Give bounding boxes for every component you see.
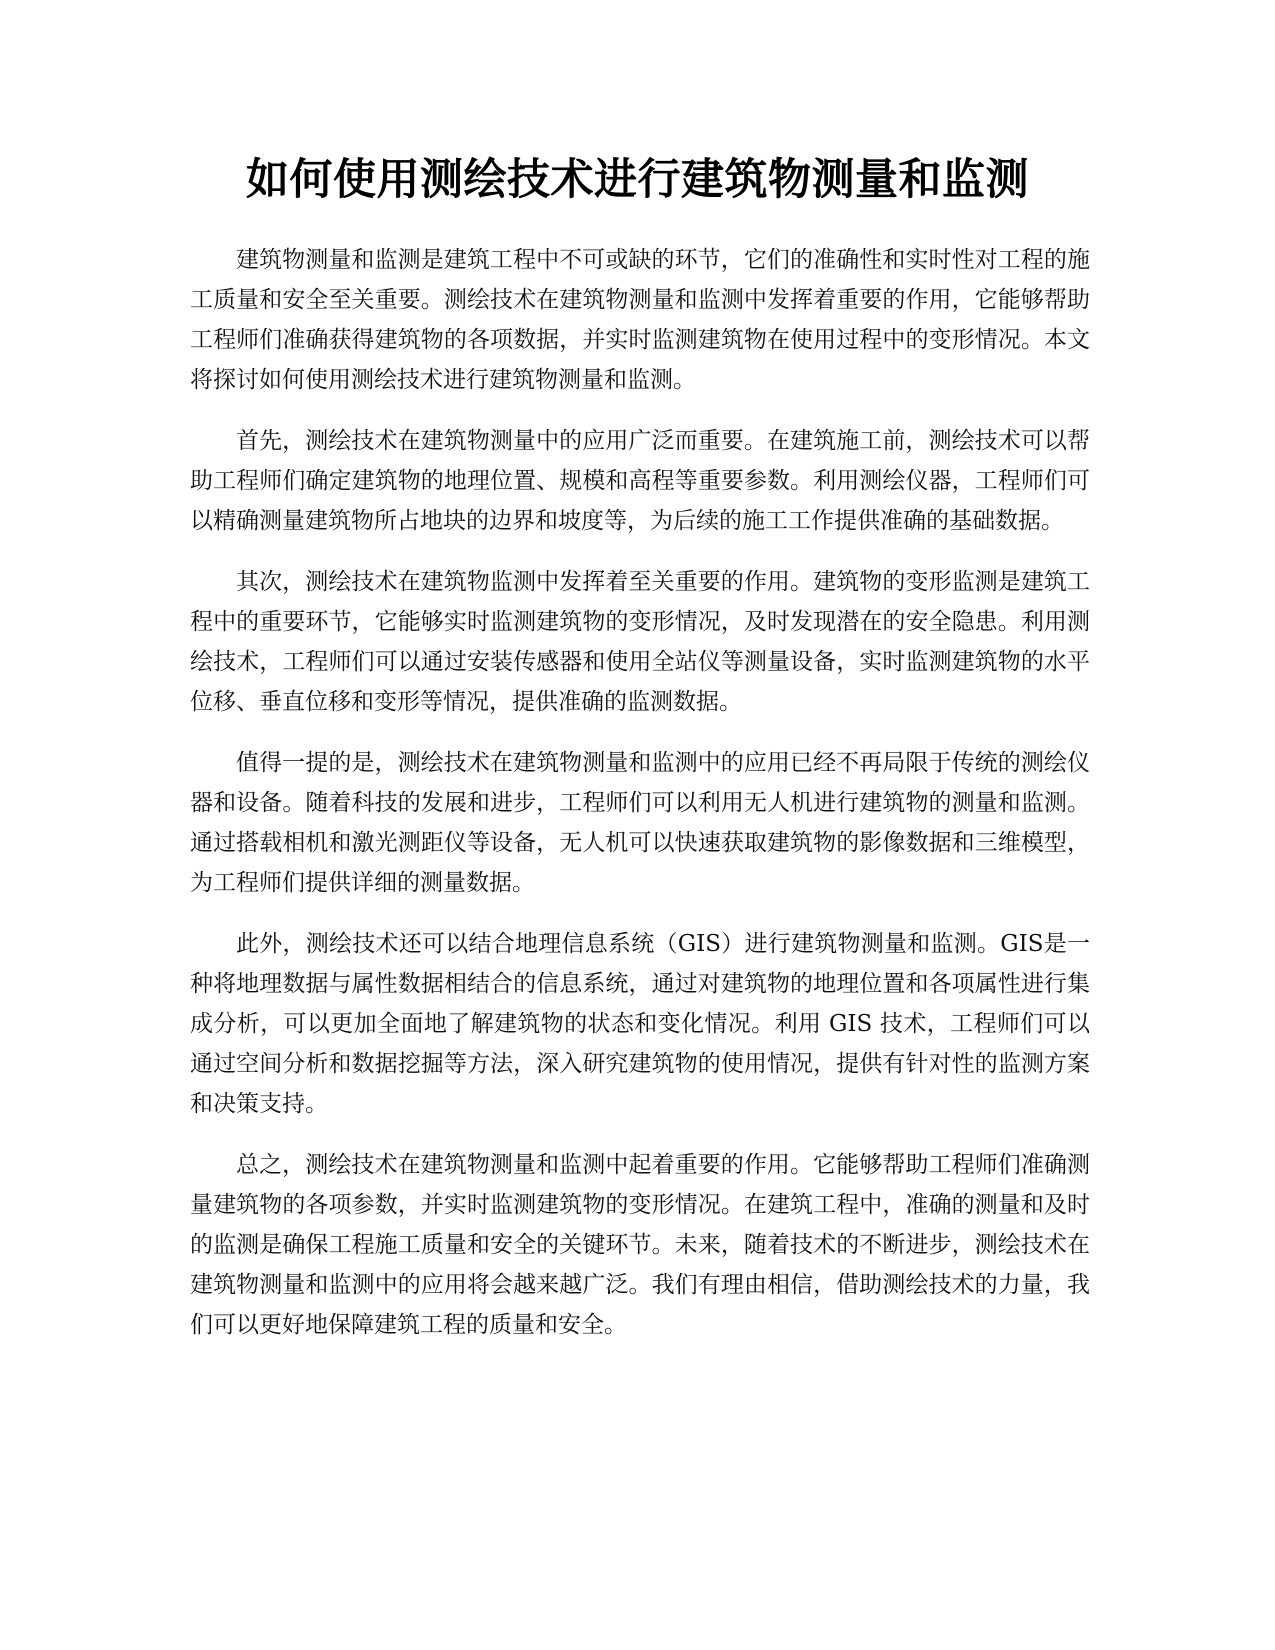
document-title: 如何使用测绘技术进行建筑物测量和监测 [246, 155, 1029, 205]
paragraph-intro: 建筑物测量和监测是建筑工程中不可或缺的环节，它们的准确性和实时性对工程的施工质量和安全至关重要。测绘技术在建筑物测量和监测中发挥着重要的作用，它能够帮助工程师们准确获得建筑物的各项数据，并实时监测建筑物在使用过程中的变形情况。本文将探讨如何使用测绘技术进行建筑物测量和监测。 [190, 247, 1090, 393]
paragraph-measurement: 首先，测绘技术在建筑物测量中的应用广泛而重要。在建筑施工前，测绘技术可以帮助工程师们确定建筑物的地理位置、规模和高程等重要参数。利用测绘仪器，工程师们可以精确测量建筑物所占地块的边界和坡度等，为后续的施工工作提供准确的基础数据。 [190, 428, 1090, 534]
paragraph-conclusion: 总之，测绘技术在建筑物测量和监测中起着重要的作用。它能够帮助工程师们准确测量建筑物的各项参数，并实时监测建筑物的变形情况。在建筑工程中，准确的测量和及时的监测是确保工程施工质量和安全的关键环节。未来，随着技术的不断进步，测绘技术在建筑物测量和监测中的应用将会越来越广泛。我们有理由相信，借助测绘技术的力量，我们可以更好地保障建筑工程的质量和安全。 [190, 1152, 1090, 1338]
paragraph-gis: 此外，测绘技术还可以结合地理信息系统（GIS）进行建筑物测量和监测。GIS是一种将地理数据与属性数据相结合的信息系统，通过对建筑物的地理位置和各项属性进行集成分析，可以更加全面地了解建筑物的状态和变化情况。利用 GIS 技术，工程师们可以通过空间分析和数据挖掘等方法，深入研究建筑物的使用情况，提供有针对性的监测方案和决策支持。 [190, 931, 1090, 1117]
paragraph-drones: 值得一提的是，测绘技术在建筑物测量和监测中的应用已经不再局限于传统的测绘仪器和设备。随着科技的发展和进步，工程师们可以利用无人机进行建筑物的测量和监测。通过搭载相机和激光测距仪等设备，无人机可以快速获取建筑物的影像数据和三维模型，为工程师们提供详细的测量数据。 [190, 750, 1090, 896]
paragraph-monitoring: 其次，测绘技术在建筑物监测中发挥着至关重要的作用。建筑物的变形监测是建筑工程中的重要环节，它能够实时监测建筑物的变形情况，及时发现潜在的安全隐患。利用测绘技术，工程师们可以通过安装传感器和使用全站仪等测量设备，实时监测建筑物的水平位移、垂直位移和变形等情况，提供准确的监测数据。 [190, 569, 1090, 715]
document-body [190, 240, 1090, 1366]
